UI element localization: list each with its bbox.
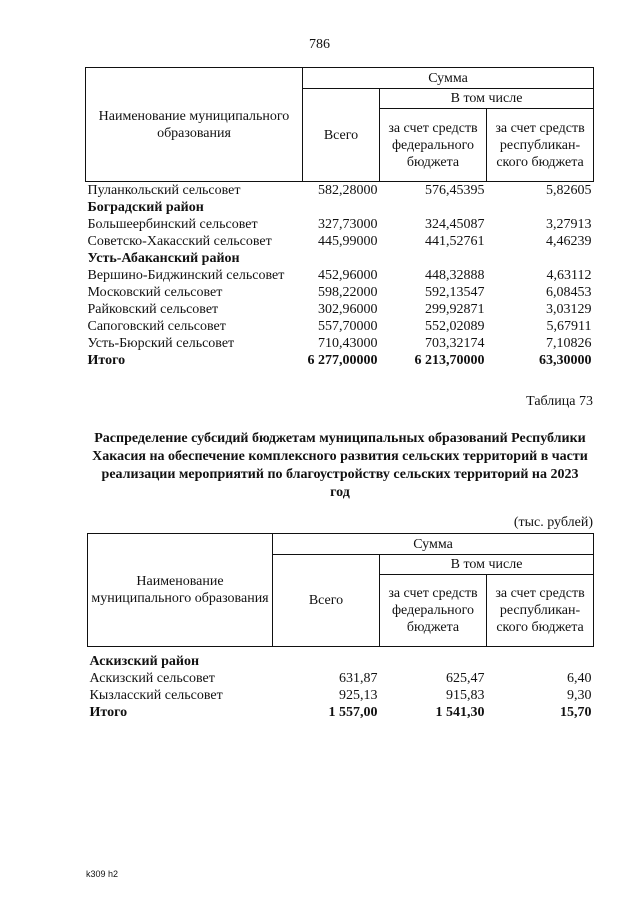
municipality-name: Московский сельсовет (87, 285, 223, 300)
republic-cell: 4,46239 (546, 234, 592, 249)
total-cell: 925,13 (339, 688, 378, 703)
header-name-column: Наименование муниципального образования (88, 534, 273, 647)
table-row (86, 335, 594, 352)
total-cell: 327,73000 (318, 217, 378, 232)
table-row (86, 216, 594, 233)
municipality-name: Райковский сельсовет (87, 302, 219, 317)
district-name: Аскизский район (89, 654, 200, 669)
table-row (86, 318, 594, 335)
municipality-name: Кызласский сельсовет (89, 688, 223, 703)
federal-cell: 703,32174 (425, 336, 485, 351)
totals-row (88, 704, 594, 721)
header-republic-column: за счет средств республикан-ского бюджета (487, 575, 594, 647)
municipality-name: Пуланкольский сельсовет (87, 183, 241, 198)
federal-cell: 448,32888 (425, 268, 485, 283)
republic-cell: 5,67911 (546, 319, 592, 334)
municipality-name: Аскизский сельсовет (89, 671, 215, 686)
header-total-column: Всего (303, 89, 380, 182)
header-federal-column: за счет средств федерального бюджета (380, 575, 487, 647)
republic-cell: 6,08453 (546, 285, 592, 300)
municipality-name: Усть-Бюрский сельсовет (87, 336, 235, 351)
republic-cell: 3,03129 (546, 302, 592, 317)
total-cell: 631,87 (339, 671, 378, 686)
district-name: Боградский район (87, 200, 204, 215)
district-name: Усть-Абаканский район (87, 251, 240, 266)
federal-cell: 299,92871 (425, 302, 485, 317)
total-cell: 1 557,00 (328, 705, 378, 720)
municipality-name: Сапоговский сельсовет (87, 319, 226, 334)
municipality-name: Большеербинский сельсовет (87, 217, 258, 232)
republic-cell: 3,27913 (546, 217, 592, 232)
republic-cell: 15,70 (560, 705, 592, 720)
republic-cell: 6,40 (567, 671, 592, 686)
federal-cell: 6 213,70000 (414, 353, 485, 368)
federal-cell: 552,02089 (425, 319, 485, 334)
header-including: В том числе (380, 555, 594, 575)
header-sum: Сумма (273, 534, 594, 555)
district-row (86, 250, 594, 267)
units-label: (тыс. рублей) (513, 515, 593, 530)
republic-cell: 9,30 (567, 688, 592, 703)
federal-cell: 1 541,30 (435, 705, 485, 720)
district-row (86, 199, 594, 216)
district-row (88, 653, 594, 670)
header-total-column: Всего (273, 555, 380, 647)
municipality-name: Советско-Хакасский сельсовет (87, 234, 272, 249)
total-cell: 452,96000 (318, 268, 378, 283)
page-number: 786 (309, 37, 330, 52)
total-cell: 710,43000 (318, 336, 378, 351)
table-row (86, 284, 594, 301)
total-cell: 445,99000 (318, 234, 378, 249)
federal-cell: 324,45087 (425, 217, 485, 232)
total-cell: 302,96000 (318, 302, 378, 317)
federal-cell: 576,45395 (425, 183, 485, 198)
totals-row (86, 352, 594, 369)
header-federal-column: за счет средств федерального бюджета (380, 109, 487, 182)
total-cell: 6 277,00000 (307, 353, 378, 368)
federal-cell: 625,47 (446, 671, 485, 686)
table-row (86, 267, 594, 284)
total-cell: 557,70000 (318, 319, 378, 334)
table-row (88, 687, 594, 704)
totals-label: Итого (89, 705, 128, 720)
federal-cell: 915,83 (446, 688, 485, 703)
table-row (86, 301, 594, 318)
republic-cell: 7,10826 (546, 336, 592, 351)
republic-cell: 63,30000 (539, 353, 592, 368)
total-cell: 598,22000 (318, 285, 378, 300)
table-title: Распределение субсидий бюджетам муниципальных образований Республики Хакасия на обеспечение комплексного развития сельских территорий в части реализации мероприятий по благоустройству сельских территорий на 2023 год (92, 431, 588, 500)
subsidy-table-2023 (87, 533, 594, 721)
table-row (86, 182, 594, 200)
republic-cell: 4,63112 (546, 268, 592, 283)
table-row (86, 233, 594, 250)
municipality-name: Вершино-Биджинский сельсовет (87, 268, 285, 283)
header-sum: Сумма (303, 68, 594, 89)
totals-label: Итого (87, 353, 126, 368)
table-row (88, 670, 594, 687)
total-cell: 582,28000 (318, 183, 378, 198)
table-body (86, 182, 594, 370)
footer-code: k309 h2 (86, 869, 119, 879)
republic-cell: 5,82605 (546, 183, 592, 198)
federal-cell: 592,13547 (425, 285, 485, 300)
header-name-column: Наименование муниципального образования (86, 68, 303, 182)
federal-cell: 441,52761 (425, 234, 485, 249)
subsidy-table-continued (85, 67, 594, 369)
table-body (88, 647, 594, 722)
header-republic-column: за счет средств республикан-ского бюджета (487, 109, 594, 182)
table-number-label: Таблица 73 (526, 394, 593, 409)
header-including: В том числе (380, 89, 594, 109)
